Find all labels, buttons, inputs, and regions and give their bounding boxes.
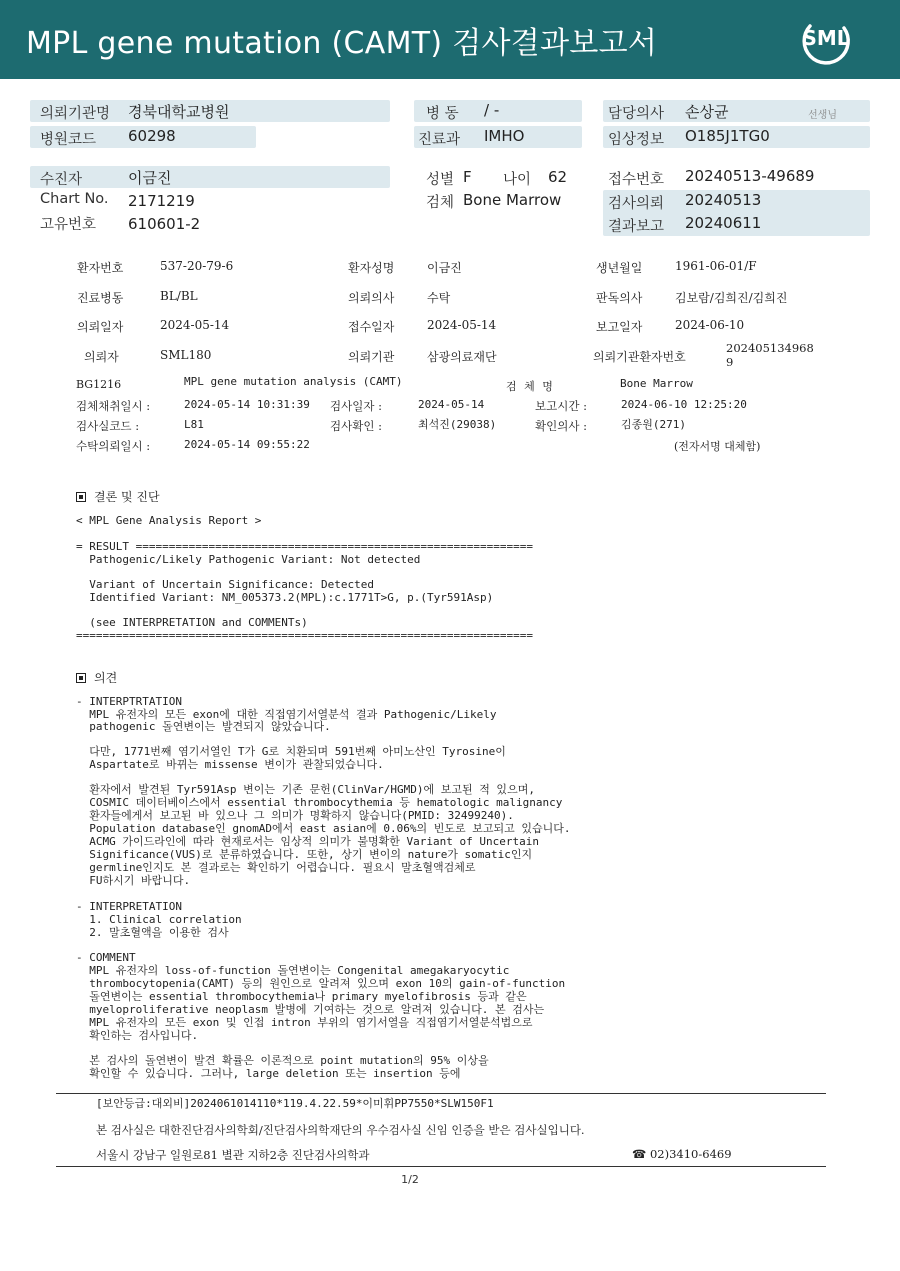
- code-value: 60298: [128, 127, 176, 145]
- dept-value: IMHO: [484, 127, 525, 145]
- reporttime-value: 2024-06-10 12:25:20: [621, 398, 747, 411]
- repdate-value: 2024-06-10: [675, 318, 745, 332]
- report-line-3: Variant of Uncertain Significance: Detected: [76, 578, 375, 591]
- ward-value: / -: [484, 101, 500, 119]
- opinion-line-15: 2. 말초혈액을 이용한 검사: [76, 926, 229, 939]
- inst-label: 의뢰기관명: [40, 106, 111, 122]
- dob-value: 1961-06-01/F: [675, 259, 757, 273]
- patient-value: 이금진: [128, 169, 172, 187]
- instpid-value-2: 9: [726, 355, 734, 369]
- opinion-line-24: 확인할 수 있습니다. 그러나, large deletion 또는 insertion 등에: [76, 1067, 461, 1080]
- reqdoc-label: 의뢰의사: [348, 291, 395, 305]
- opinion-line-6: COSMIC 데이터베이스에서 essential thrombocythemia 등 hematologic malignancy: [76, 796, 563, 809]
- inst-value: 경북대학교병원: [128, 103, 230, 121]
- sex-value: F: [463, 168, 472, 186]
- reqdoc-value: 수탁: [427, 291, 451, 305]
- opinion-line-16: - COMMENT: [76, 951, 136, 964]
- ward-label: 병 동: [426, 106, 459, 122]
- repdate-label: 보고일자: [596, 320, 643, 334]
- opinion-line-18: thrombocytopenia(CAMT) 등의 원인으로 알려져 있으며 exon 10의 gain-of-function: [76, 977, 566, 990]
- readdoc-label: 판독의사: [596, 291, 643, 305]
- pward-label: 진료병동: [77, 291, 124, 305]
- address-line: 서울시 강남구 일원로81 별관 지하2층 진단검사의학과: [96, 1148, 370, 1162]
- opinion-line-0: - INTERPTRTATION: [76, 695, 182, 708]
- report-line-0: < MPL Gene Analysis Report >: [76, 514, 262, 527]
- clinical-label: 임상정보: [608, 132, 665, 148]
- code-label: 병원코드: [40, 132, 97, 148]
- chart-value: 2171219: [128, 192, 195, 210]
- reqdate-label: 의뢰일자: [77, 320, 124, 334]
- dept-label: 진료과: [418, 132, 461, 148]
- opinion-line-4: Aspartate로 바뀌는 missense 변이가 관찰되었습니다.: [76, 758, 384, 771]
- reporttime-label: 보고시간 :: [535, 399, 587, 413]
- esign-note: (전자서명 대체함): [674, 440, 761, 453]
- opinion-heading: [76, 669, 117, 686]
- name-label: 환자성명: [348, 261, 395, 275]
- consign-value: 2024-05-14 09:55:22: [184, 438, 310, 451]
- opinion-line-17: MPL 유전자의 loss-of-function 돌연변이는 Congenital amegakaryocytic: [76, 964, 510, 977]
- confdoc-label: 확인의사 :: [535, 419, 587, 433]
- opinion-line-8: Population database인 gnomAD에서 east asian에 0.06%의 빈도로 보고되고 있습니다.: [76, 822, 571, 835]
- report-line-2: Pathogenic/Likely Pathogenic Variant: Not detected: [76, 553, 421, 566]
- specimen-value: Bone Marrow: [463, 191, 562, 209]
- pward-value: BL/BL: [160, 289, 198, 303]
- patient-bar: [30, 166, 390, 188]
- opinion-line-23: 본 검사의 돌연변이 발견 확률은 이론적으로 point mutation의 95% 이상을: [76, 1054, 489, 1067]
- report-line-6: =====================================================================: [76, 629, 533, 642]
- opinion-line-12: FU하시기 바랍니다.: [76, 874, 191, 887]
- opinion-line-10: Significance(VUS)로 분류하였습니다. 또한, 상기 변이의 nature가 somatic인지: [76, 848, 533, 861]
- report-line-5: (see INTERPRETATION and COMMENTs): [76, 616, 308, 629]
- opinion-line-7: 환자들에게서 보고된 바 있으나 그 의미가 명확하지 않습니다(PMID: 32499240).: [76, 809, 514, 822]
- clinical-value: O185J1TG0: [685, 127, 770, 145]
- requester-value: SML180: [160, 348, 212, 362]
- name-value: 이금진: [427, 261, 462, 275]
- opinion-line-1: MPL 유전자의 모든 exon에 대한 직접염기서열분석 결과 Pathogenic/Likely: [76, 708, 497, 721]
- recdate-label: 접수일자: [348, 320, 395, 334]
- consign-label: 수탁의뢰일시 :: [76, 439, 151, 453]
- collect-value: 2024-05-14 10:31:39: [184, 398, 310, 411]
- sex-label: 성별: [426, 172, 455, 188]
- unique-value: 610601-2: [128, 215, 201, 233]
- unique-label: 고유번호: [40, 217, 97, 233]
- request-label: 검사의뢰: [608, 196, 665, 212]
- opinion-line-5: 환자에서 발견된 Tyr591Asp 변이는 기존 문헌(ClinVar/HGMD)에 보고된 적 있으며,: [76, 783, 535, 796]
- report-label: 결과보고: [608, 219, 665, 235]
- opinion-line-21: MPL 유전자의 모든 exon 및 인접 intron 부위의 염기서열을 직접염기서열분석법으로: [76, 1016, 533, 1029]
- footer-divider: [56, 1093, 826, 1094]
- request-value: 20240513: [685, 191, 762, 209]
- instpid-label: 의뢰기관환자번호: [593, 350, 686, 364]
- square-bullet-icon: [76, 492, 86, 502]
- test-specimen-value: Bone Marrow: [620, 377, 693, 390]
- age-value: 62: [548, 168, 568, 186]
- dob-label: 생년월일: [596, 261, 643, 275]
- test-code: BG1216: [76, 378, 122, 391]
- report-line-4: Identified Variant: NM_005373.2(MPL):c.1771T>G, p.(Tyr591Asp): [76, 591, 494, 604]
- opinion-line-22: 확인하는 검사입니다.: [76, 1029, 199, 1042]
- patient-label: 수진자: [40, 172, 83, 188]
- age-label: 나이: [503, 172, 532, 188]
- receipt-label: 접수번호: [608, 172, 665, 188]
- opinion-line-14: 1. Clinical correlation: [76, 913, 242, 926]
- opinion-line-13: - INTERPRETATION: [76, 900, 182, 913]
- report-value: 20240611: [685, 214, 762, 232]
- footer-divider-bottom: [56, 1166, 826, 1167]
- conclusion-heading: [76, 488, 160, 505]
- sml-logo-text: SML: [802, 26, 850, 50]
- confirm-label: 검사확인 :: [330, 419, 382, 433]
- testdate-value: 2024-05-14: [418, 398, 485, 411]
- opinion-line-2: pathogenic 돌연변이는 발견되지 않았습니다.: [76, 720, 331, 733]
- conclusion-title: 결론 및 진단: [94, 490, 160, 504]
- reqinst-value: 삼광의료재단: [427, 350, 497, 364]
- room-label: 검사실코드 :: [76, 419, 140, 433]
- testdate-label: 검사일자 :: [330, 399, 382, 413]
- doctor-suffix: 선생님: [808, 110, 837, 121]
- opinion-line-9: ACMG 가이드라인에 따라 현재로서는 임상적 의미가 불명확한 Variant of Uncertain: [76, 835, 539, 848]
- test-specimen-label: 검 체 명: [506, 380, 555, 393]
- opinion-line-3: 다만, 1771번째 염기서열인 T가 G로 치환되며 591번째 아미노산인 Tyrosine이: [76, 745, 506, 758]
- recdate-value: 2024-05-14: [427, 318, 497, 332]
- cert-line: 본 검사실은 대한진단검사의학회/진단검사의학재단의 우수검사실 신임 인증을 받은 검사실입니다.: [96, 1123, 585, 1137]
- readdoc-value: 김보람/김희진/김희진: [675, 291, 788, 305]
- room-value: L81: [184, 418, 204, 431]
- opinion-line-19: 돌연변이는 essential thrombocythemia나 primary myelofibrosis 등과 같은: [76, 990, 527, 1003]
- opinion-title: 의견: [94, 671, 118, 685]
- confdoc-value: 김종원(271): [621, 418, 686, 431]
- instpid-value-1: 202405134968: [726, 341, 814, 355]
- reqdate-value: 2024-05-14: [160, 318, 230, 332]
- confirm-value: 최석진(29038): [418, 418, 497, 431]
- report-line-1: = RESULT ============================================================: [76, 540, 533, 553]
- chart-label: Chart No.: [40, 191, 109, 207]
- doctor-label: 담당의사: [608, 106, 665, 122]
- requester-label: 의뢰자: [84, 350, 119, 364]
- reqinst-label: 의뢰기관: [348, 350, 395, 364]
- page-number: 1/2: [401, 1173, 419, 1186]
- opinion-line-20: myeloproliferative neoplasm 발병에 기여하는 것으로 알려져 있습니다. 본 검사는: [76, 1003, 545, 1016]
- pid-value: 537-20-79-6: [160, 259, 234, 273]
- opinion-line-11: germline인지도 본 결과로는 확인하기 어렵습니다. 필요시 말초혈액검체로: [76, 861, 476, 874]
- page-title: MPL gene mutation (CAMT) 검사결과보고서: [26, 26, 658, 61]
- specimen-label: 검체: [426, 195, 455, 211]
- doctor-value: 손상균: [685, 103, 729, 121]
- pid-label: 환자번호: [77, 261, 124, 275]
- collect-label: 검체채취일시 :: [76, 399, 151, 413]
- square-bullet-icon: [76, 673, 86, 683]
- test-name: MPL gene mutation analysis (CAMT): [184, 375, 403, 388]
- security-line: [보안등급:대외비]2024061014110*119.4.22.59*이미휘PP7550*SLW150F1: [96, 1097, 494, 1110]
- receipt-value: 20240513-49689: [685, 167, 815, 185]
- header-band: [0, 0, 900, 79]
- phone-line: ☎ 02)3410-6469: [632, 1147, 732, 1161]
